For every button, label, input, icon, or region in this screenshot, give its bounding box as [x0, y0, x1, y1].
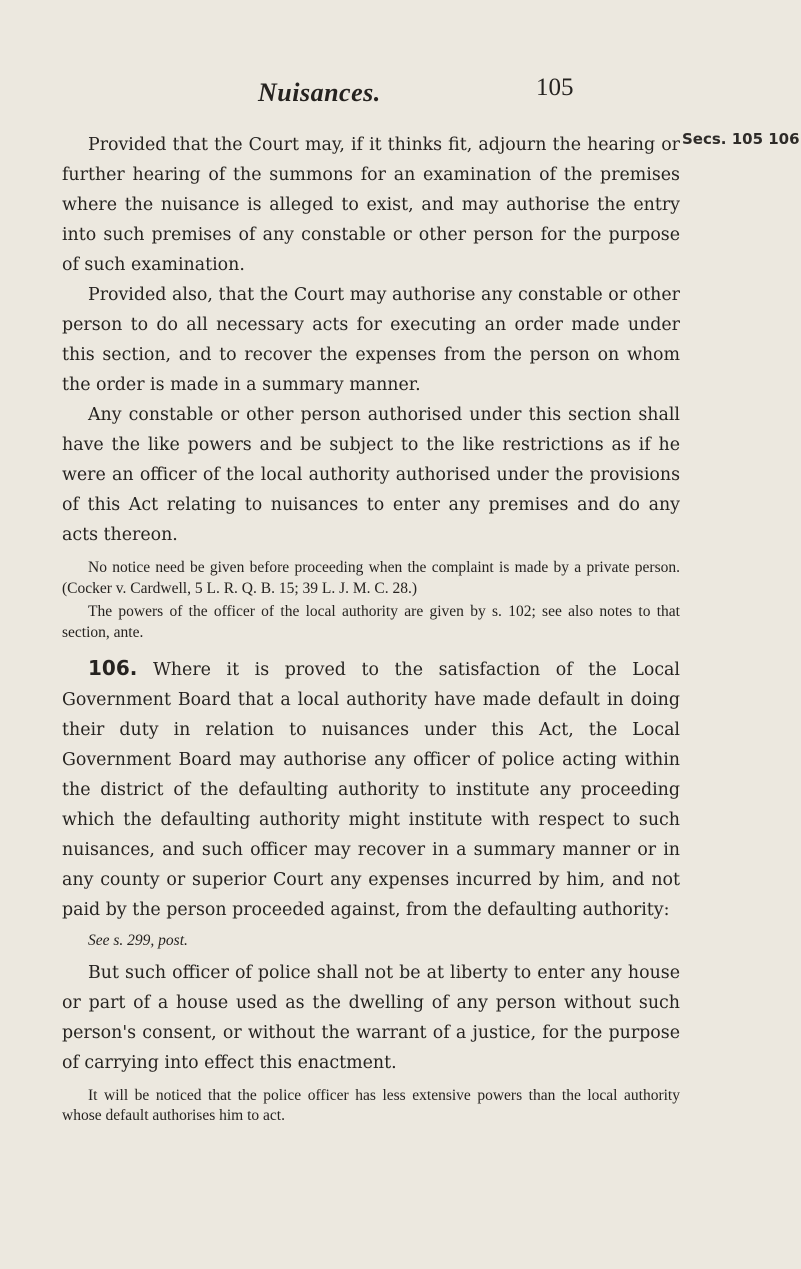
section-106-text: Where it is proved to the satisfaction of the Local Government Board that a local authority have made default in doing their duty in relation to nuisances under this Act, the Local Government Board may authorise any officer of police acting within the district of the defaulting authority to institute any proceeding which the defaulting authority might institute with respect to such nuisances, and such officer may recover in a summary manner or in any county or superior Court any expenses incurred by him, and not paid by the person proceeded against, from the defaulting authority:: [62, 660, 680, 920]
page-header: [0, 74, 801, 118]
footnote-notice: No notice need be given before proceeding when the complaint is made by a private person. (Cocker v. Cardwell, 5 L. R. Q. B. 15; 39 L. J. M. C. 28.): [62, 559, 680, 597]
paragraph-adjourn-hearing: Provided that the Court may, if it thinks fit, adjourn the hearing or further hearing of the summons for an examination of the premises where the nuisance is alleged to exist, and may authorise the entry into such premises of any constable or other person for the purpose of such examination.: [62, 135, 680, 275]
section-number: 106.: [88, 656, 138, 680]
running-head: Nuisances.: [258, 78, 381, 107]
section-106-paragraph: [62, 653, 680, 925]
footnote-powers: The powers of the officer of the local authority are given by s. 102; see also notes to that section, ante.: [62, 603, 680, 641]
margin-section-reference: Secs. 105 106: [682, 130, 800, 148]
paragraph-authorise-constable: Provided also, that the Court may authorise any constable or other person to do all necessary acts for executing an order made under this section, and to recover the expenses from the person on whom the order is made in a summary manner.: [62, 285, 680, 395]
page-body: [62, 130, 680, 1127]
page-number: 105: [536, 74, 574, 101]
footnote-police-powers: It will be noticed that the police officer has less extensive powers than the local authority whose default authorises him to act.: [62, 1086, 680, 1124]
paragraph-constable-powers: Any constable or other person authorised under this section shall have the like powers and be subject to the like restrictions as if he were an officer of the local authority authorised under the provisions of this Act relating to nuisances to enter any premises and do any acts thereon.: [62, 405, 680, 545]
cross-reference: See s. 299, post.: [88, 932, 188, 949]
paragraph-officer-limits: But such officer of police shall not be at liberty to enter any house or part of a house used as the dwelling of any person without such person's consent, or without the warrant of a justice, for the purpose of carrying into effect this enactment.: [62, 962, 680, 1073]
